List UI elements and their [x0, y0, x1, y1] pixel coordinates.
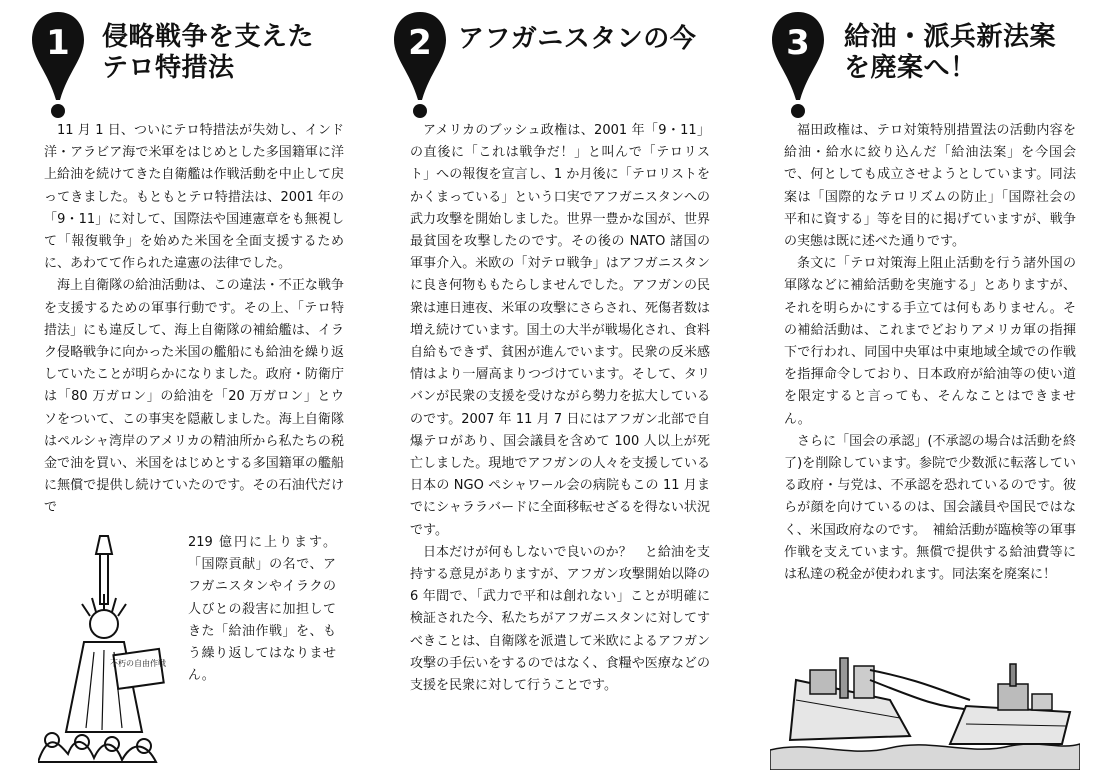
paragraph: 日本だけが何もしないで良いのか？ と給油を支持する意見がありますが、アフガン攻撃開始以降の 6 年間で、「武力で平和は創れない」ことが明確に検証された今、私たちがアフガニスタンに対してすべきことは、自衛隊を派遣して米欧によるアフガン攻撃の手伝いをするのではなく、食糧や医療などの支援を民衆に対して行うことです。	[410, 544, 710, 694]
heading-line: を廃案へ！	[844, 53, 977, 83]
statue-of-liberty-illustration	[38, 532, 168, 768]
paragraph: 条文に「テロ対策海上阻止活動を行う諸外国の軍隊などに補給活動を実施する」とありますが、それを明らかにする手立ては何もありません。その補給活動は、これまでどおりアメリカ軍の指揮下で行われ、同国中央軍は中東地域全域での作戦を指揮命令しており、日本政府が給油等の使い道を限定すると言っても、そんなことはできません。	[784, 256, 1076, 427]
section-heading	[102, 22, 314, 84]
heading-line: アフガニスタンの今	[458, 24, 697, 54]
paragraph: アメリカのブッシュ政権は、2001 年「9・11」の直後に「これは戦争だ！」と叫んで「テロリスト」への報復を宣言し、1 か月後に「テロリストをかくまっている」という口実でアフガニスタンへの武力攻撃を開始しました。世界一豊かな国が、世界最貧国を攻撃したのです。その後の NATO 諸国の軍事介入。米欧の「対テロ戦争」はアフガニスタンに良き何物ももたらしませんでした。アフガンの民衆は連日連夜、米軍の攻撃にさらされ、死傷者数は増え続けています。国土の大半が戦場化され、食料自給もできず、貧困が進んでいます。民衆の反米感情はより一層高まりつづけています。そして、タリバンが民衆の支援を受けながら勢力を拡大しているのです。2007 年 11 月 7 日にはアフガン北部で自爆テロがあり、国会議員を含めて 100 人以上が死亡しました。現地でアフガンの人々を支援している日本の NGO ペシャワール会の病院もこの 11 月までにシャララバードに全面移転せざるを得ない状況です。	[410, 123, 710, 538]
section-3	[770, 0, 1076, 775]
map-pin-number-3-icon	[770, 10, 826, 120]
paragraph: 11 月 1 日、ついにテロ特措法が失効し、インド洋・アラビア海で米軍をはじめとした多国籍軍に洋上給油を続けてきた自衛艦は作戦活動を中止して戻ってきました。もともとテロ特措法は、2001 年の「9・11」に対して、国際法や国連憲章をも無視して「報復戦争」を始めた米国を全面支援するために、あわてて作られた違憲の法律でした。	[44, 123, 344, 272]
paragraph: 福田政権は、テロ対策特別措置法の活動内容を給油・給水に絞り込んだ「給油法案」を今国会で、何としても成立させようとしています。同法案は「国際的なテロリズムの防止」「国際社会の平和に資する」等を目的に掲げていますが、戦争の実態は既に述べた通りです。	[784, 123, 1076, 250]
section-body	[784, 120, 1076, 586]
map-pin-number-1-icon	[30, 10, 86, 120]
sign-label: 不朽の自由作戦	[110, 659, 166, 668]
section-number: 2	[408, 23, 432, 63]
section-number: 1	[46, 23, 70, 63]
section-1	[30, 0, 350, 775]
section-closing-text: 219 億円に上ります。「国際貢献」の名で、アフガニスタンやイラクの人びとの殺害に加担してきた「給油作戦」を、もう繰り返してはなりません。	[188, 535, 336, 684]
section-body	[44, 120, 344, 520]
paragraph: 海上自衛隊の給油活動は、この違法・不正な戦争を支援するための軍事行動です。その上、「テロ特措法」にも違反して、海上自衛隊の補給艦は、イラク侵略戦争に向かった米国の艦船にも給油を繰り返していたことが明らかになりました。政府・防衛庁は「80 万ガロン」の給油を「20 万ガロン」とウソをついて、この事実を隠蔽しました。海上自衛隊はペルシャ湾岸のアメリカの精油所から私たちの税金で油を買い、米国をはじめとする多国籍軍の艦船に無償で提供し続けていたのです。その石油代だけで	[44, 278, 344, 516]
section-number: 3	[786, 23, 810, 63]
map-pin-number-2-icon	[392, 10, 448, 120]
heading-line: テロ特措法	[102, 53, 235, 83]
refueling-ships-illustration	[770, 640, 1080, 770]
section-heading	[844, 22, 1056, 84]
paragraph: さらに「国会の承認」(不承認の場合は活動を終了)を削除しています。参院で少数派に転落している政府・与党は、不承認を恐れているのです。彼らが顔を向けているのは、国会議員や国民ではなく、米国政府なのです。 補給活動が臨検等の軍事作戦を支えています。無償で提供する給油費等には私達の税金が使われます。同法案を廃案に！	[784, 433, 1076, 583]
section-2	[392, 0, 718, 775]
section-body	[410, 120, 710, 697]
section-heading	[458, 24, 696, 55]
heading-line: 侵略戦争を支えた	[102, 22, 315, 52]
heading-line: 給油・派兵新法案	[844, 22, 1057, 52]
